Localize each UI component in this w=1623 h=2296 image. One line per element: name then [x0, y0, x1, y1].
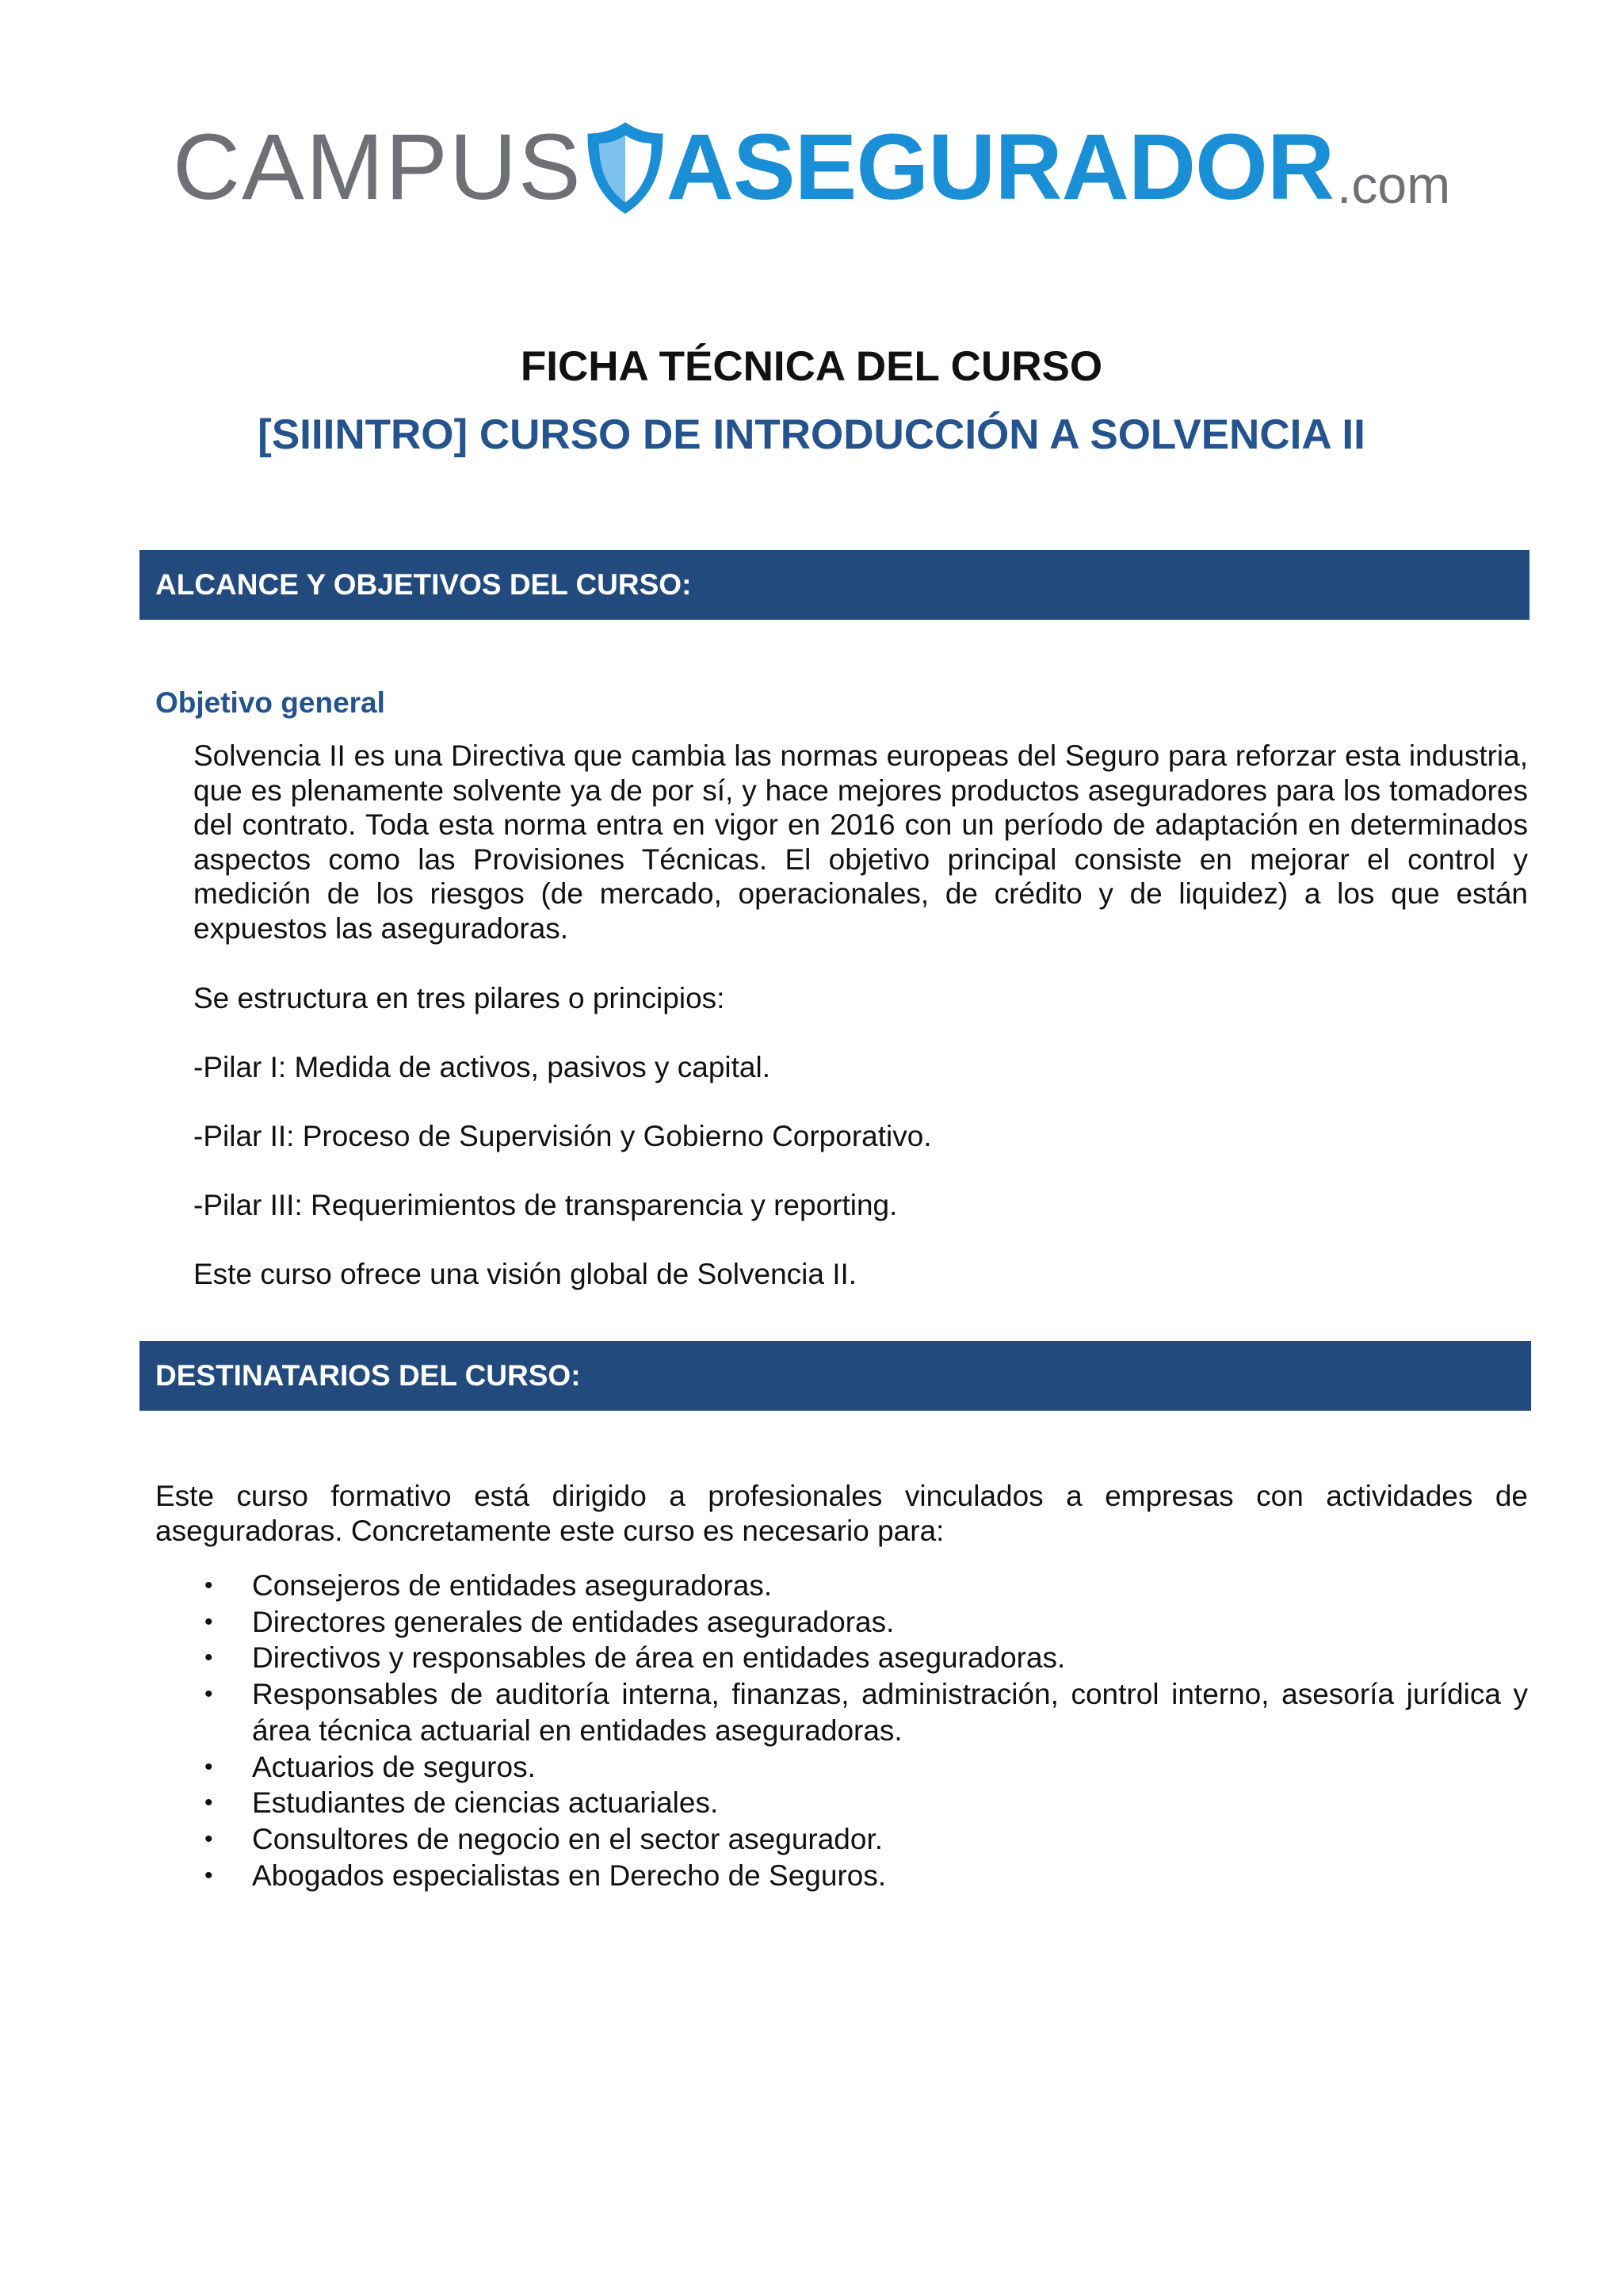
list-item-text: Consejeros de entidades aseguradoras.	[252, 1569, 773, 1602]
pilar-3-paragraph: -Pilar III: Requerimientos de transparencia y reporting.	[193, 1189, 898, 1221]
list-item-text: Consultores de negocio en el sector asegurador.	[252, 1822, 884, 1855]
list-item-text: Responsables de auditoría interna, finanzas, administración, control interno, asesoría jurídica y área técnica actuarial en entidades aseguradoras.	[252, 1678, 1528, 1747]
list-item	[155, 1640, 1528, 1676]
bullet-icon: •	[204, 1572, 213, 1599]
list-item	[155, 1785, 1528, 1821]
logo-campus-text: CAMPUS	[172, 115, 582, 220]
audience-list	[155, 1568, 1528, 1893]
pilar-1-paragraph: -Pilar I: Medida de activos, pasivos y capital.	[193, 1051, 770, 1083]
section-heading-label: DESTINATARIOS DEL CURSO:	[155, 1359, 581, 1392]
bullet-icon: •	[204, 1608, 213, 1635]
bullet-icon: •	[204, 1825, 213, 1852]
structure-paragraph: Se estructura en tres pilares o principios:	[193, 982, 725, 1014]
list-item-text: Actuarios de seguros.	[252, 1750, 536, 1783]
shield-icon	[584, 119, 666, 217]
section-heading-audience	[139, 1341, 1531, 1411]
list-item	[155, 1821, 1528, 1858]
list-item-text: Directivos y responsables de área en entidades aseguradoras.	[252, 1641, 1066, 1675]
list-item-text: Estudiantes de ciencias actuariales.	[252, 1786, 719, 1820]
section-heading-label: ALCANCE Y OBJETIVOS DEL CURSO:	[155, 568, 692, 601]
audience-paragraph: Este curso formativo está dirigido a profesionales vinculados a empresas con actividades de aseguradoras. Concretamente este curso es necesario para:	[155, 1480, 1528, 1547]
closing-paragraph: Este curso ofrece una visión global de Solvencia II.	[193, 1258, 857, 1290]
list-item	[155, 1676, 1528, 1748]
bullet-icon: •	[204, 1645, 213, 1671]
bullet-icon: •	[204, 1862, 213, 1889]
bullet-icon: •	[204, 1790, 213, 1817]
list-item-text: Directores generales de entidades aseguradoras.	[252, 1605, 895, 1638]
course-title: [SIIINTRO] CURSO DE INTRODUCCIÓN A SOLVENCIA II	[258, 411, 1365, 458]
logo-asegurador-text: ASEGURADOR	[666, 115, 1335, 220]
list-item	[155, 1604, 1528, 1641]
list-item	[155, 1749, 1528, 1786]
pilar-2-paragraph: -Pilar II: Proceso de Supervisión y Gobierno Corporativo.	[193, 1120, 932, 1152]
document-title: FICHA TÉCNICA DEL CURSO	[520, 343, 1103, 390]
objective-paragraph: Solvencia II es una Directiva que cambia las normas europeas del Seguro para reforzar esta industria, que es plenamente solvente ya de por sí, y hace mejores productos aseguradores para los tomadores del contrato. Toda esta norma entra en vigor en 2016 con un período de adaptación en determinados aspectos como las Provisiones Técnicas. El objetivo principal consiste en mejorar el control y medición de los riesgos (de mercado, operacionales, de crédito y de liquidez) a los que están expuestos las aseguradoras.	[193, 739, 1528, 945]
list-item-text: Abogados especialistas en Derecho de Seguros.	[252, 1859, 887, 1892]
objective-subheading: Objetivo general	[155, 686, 385, 719]
list-item	[155, 1858, 1528, 1894]
bullet-icon: •	[204, 1681, 213, 1708]
logo-com-text: .com	[1337, 155, 1451, 214]
bullet-icon: •	[204, 1753, 213, 1780]
section-heading-objectives	[139, 550, 1529, 620]
list-item	[155, 1568, 1528, 1604]
campus-asegurador-logo	[0, 115, 1623, 220]
